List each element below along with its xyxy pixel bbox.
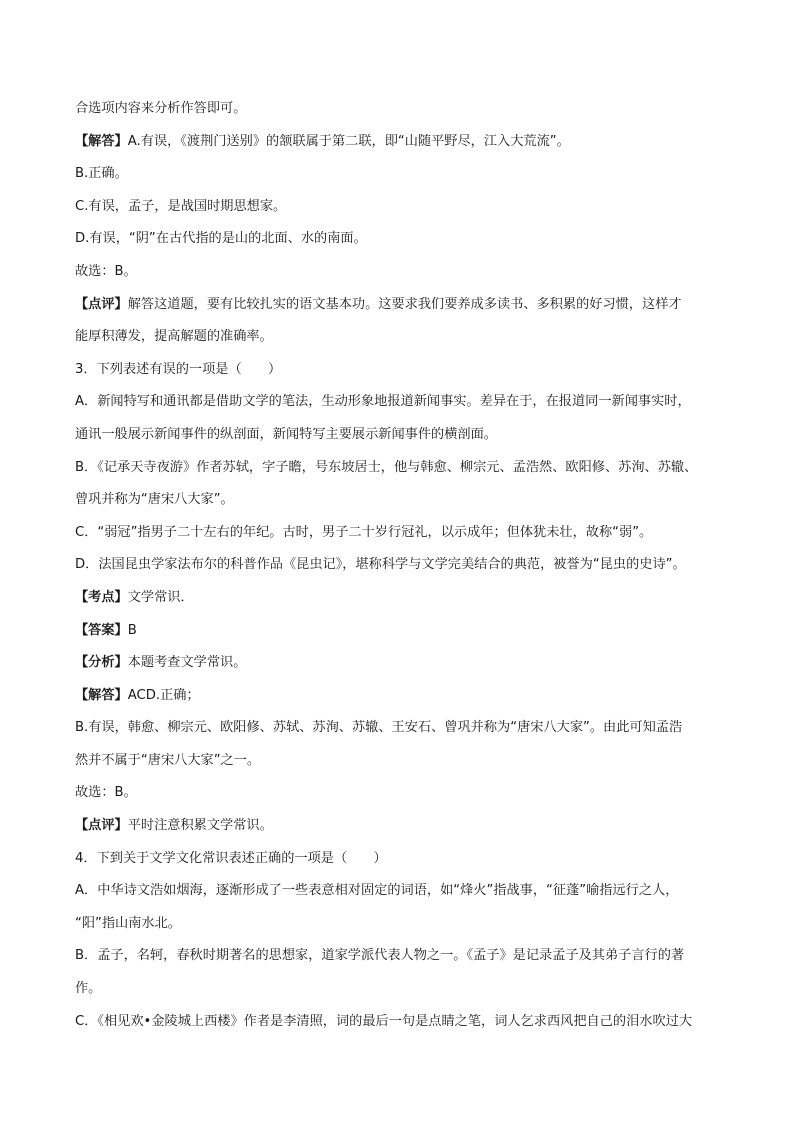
line-text: 能厚积薄发，提高解题的准确率。 (75, 329, 273, 345)
line-text: B.有误，韩愈、柳宗元、欧阳修、苏轼、苏洵、苏辙、王安石、曾巩并称为“唐宋八大家”。由此可知孟浩 (75, 720, 683, 736)
section-tag: 【点评】 (75, 296, 128, 312)
line-text: A.有误，《渡荆门送别》的颔联属于第二联，即“山随平野尽，江入大荒流”。 (127, 133, 570, 149)
line-text: 3．下列表述有误的一项是（ ） (75, 361, 282, 377)
option-line (75, 523, 734, 543)
text-line (75, 751, 734, 771)
line-text: 文学常识． (127, 589, 194, 605)
line-text: 曾巩并称为“唐宋八大家”。 (75, 492, 234, 508)
line-text: 合选项内容来分析作答即可。 (75, 101, 247, 116)
line-text: 4．下到关于文学文化常识表述正确的一项是（ ） (75, 850, 387, 866)
question-line (75, 360, 734, 380)
text-line (75, 816, 734, 836)
option-line (75, 555, 734, 575)
text-line (75, 99, 734, 119)
line-text: 故选：B。 (75, 785, 137, 801)
line-text: D.有误，“阴”在古代指的是山的北面、水的南面。 (75, 231, 367, 247)
line-text: C．“弱冠”指男子二十左右的年纪。古时，男子二十岁行冠礼，以示成年；但体犹未壮，故称“弱”。 (75, 524, 653, 540)
line-text: ACD.正确； (127, 687, 200, 703)
option-line (75, 425, 734, 445)
option-line (75, 458, 734, 478)
line-text: A．中华诗文浩如烟海，逐渐形成了一些表意相对固定的词语，如“烽火”指战事，“征蓬”喻指远行之人， (75, 883, 679, 899)
line-text: C．《相见欢•金陵城上西楼》作者是李清照，词的最后一句是点睛之笔，词人乞求西风把自己的泪水吹过大 (75, 1013, 693, 1029)
option-line (75, 914, 734, 934)
line-text: 本题考查文学常识。 (127, 655, 247, 671)
text-line (75, 327, 734, 347)
line-text: B．孟子，名轲，春秋时期著名的思想家，道家学派代表人物之一。《孟子》是记录孟子及其弟子言行的著 (75, 948, 685, 964)
text-line (75, 229, 734, 249)
option-line (75, 881, 734, 901)
option-line (75, 490, 734, 510)
text-line (75, 653, 734, 673)
option-line (75, 392, 734, 412)
line-text: 作。 (75, 981, 102, 997)
line-text: C.有误，孟子，是战国时期思想家。 (75, 198, 287, 214)
option-line (75, 979, 734, 999)
line-text: D．法国昆虫学家法布尔的科普作品《昆虫记》，堪称科学与文学完美结合的典范，被誉为“昆虫的史诗”。 (75, 557, 686, 573)
section-tag: 【解答】 (75, 133, 128, 149)
line-text: 然并不属于“唐宋八大家”之一。 (75, 752, 261, 768)
line-text: 通讯一般展示新闻事件的纵剖面，新闻特写主要展示新闻事件的横剖面。 (75, 426, 497, 442)
text-line (75, 621, 734, 641)
text-line (75, 164, 734, 184)
text-line (75, 686, 734, 706)
section-tag: 【答案】 (75, 622, 128, 638)
section-tag: 【点评】 (75, 818, 128, 834)
line-text: 故选：B。 (75, 263, 137, 279)
text-line (75, 588, 734, 608)
option-line (75, 946, 734, 966)
line-text: 平时注意积累文学常识。 (127, 818, 273, 834)
line-text: B．《记承天寺夜游》作者苏轼，字子瞻，号东坡居士，他与韩愈、柳宗元、孟浩然、欧阳修、苏洵、苏辙、 (75, 459, 698, 475)
line-text: A．新闻特写和通讯都是借助文学的笔法，生动形象地报道新闻事实。差异在于，在报道同一新闻事实时， (75, 394, 691, 410)
text-line (75, 197, 734, 217)
line-text: B.正确。 (75, 166, 128, 182)
text-line (75, 295, 734, 315)
option-line (75, 1012, 734, 1032)
line-text: “阳”指山南水北。 (75, 915, 181, 931)
text-line (75, 262, 734, 282)
text-line (75, 132, 734, 152)
question-line (75, 849, 734, 869)
section-tag: 【考点】 (75, 589, 128, 605)
section-tag: 【解答】 (75, 687, 128, 703)
section-tag: 【分析】 (75, 655, 128, 671)
text-line (75, 718, 734, 738)
text-line (75, 783, 734, 803)
line-text: B (127, 622, 137, 638)
line-text: 解答这道题，要有比较扎实的语文基本功。这要求我们要养成多读书、多积累的好习惯，这样才 (127, 296, 682, 312)
